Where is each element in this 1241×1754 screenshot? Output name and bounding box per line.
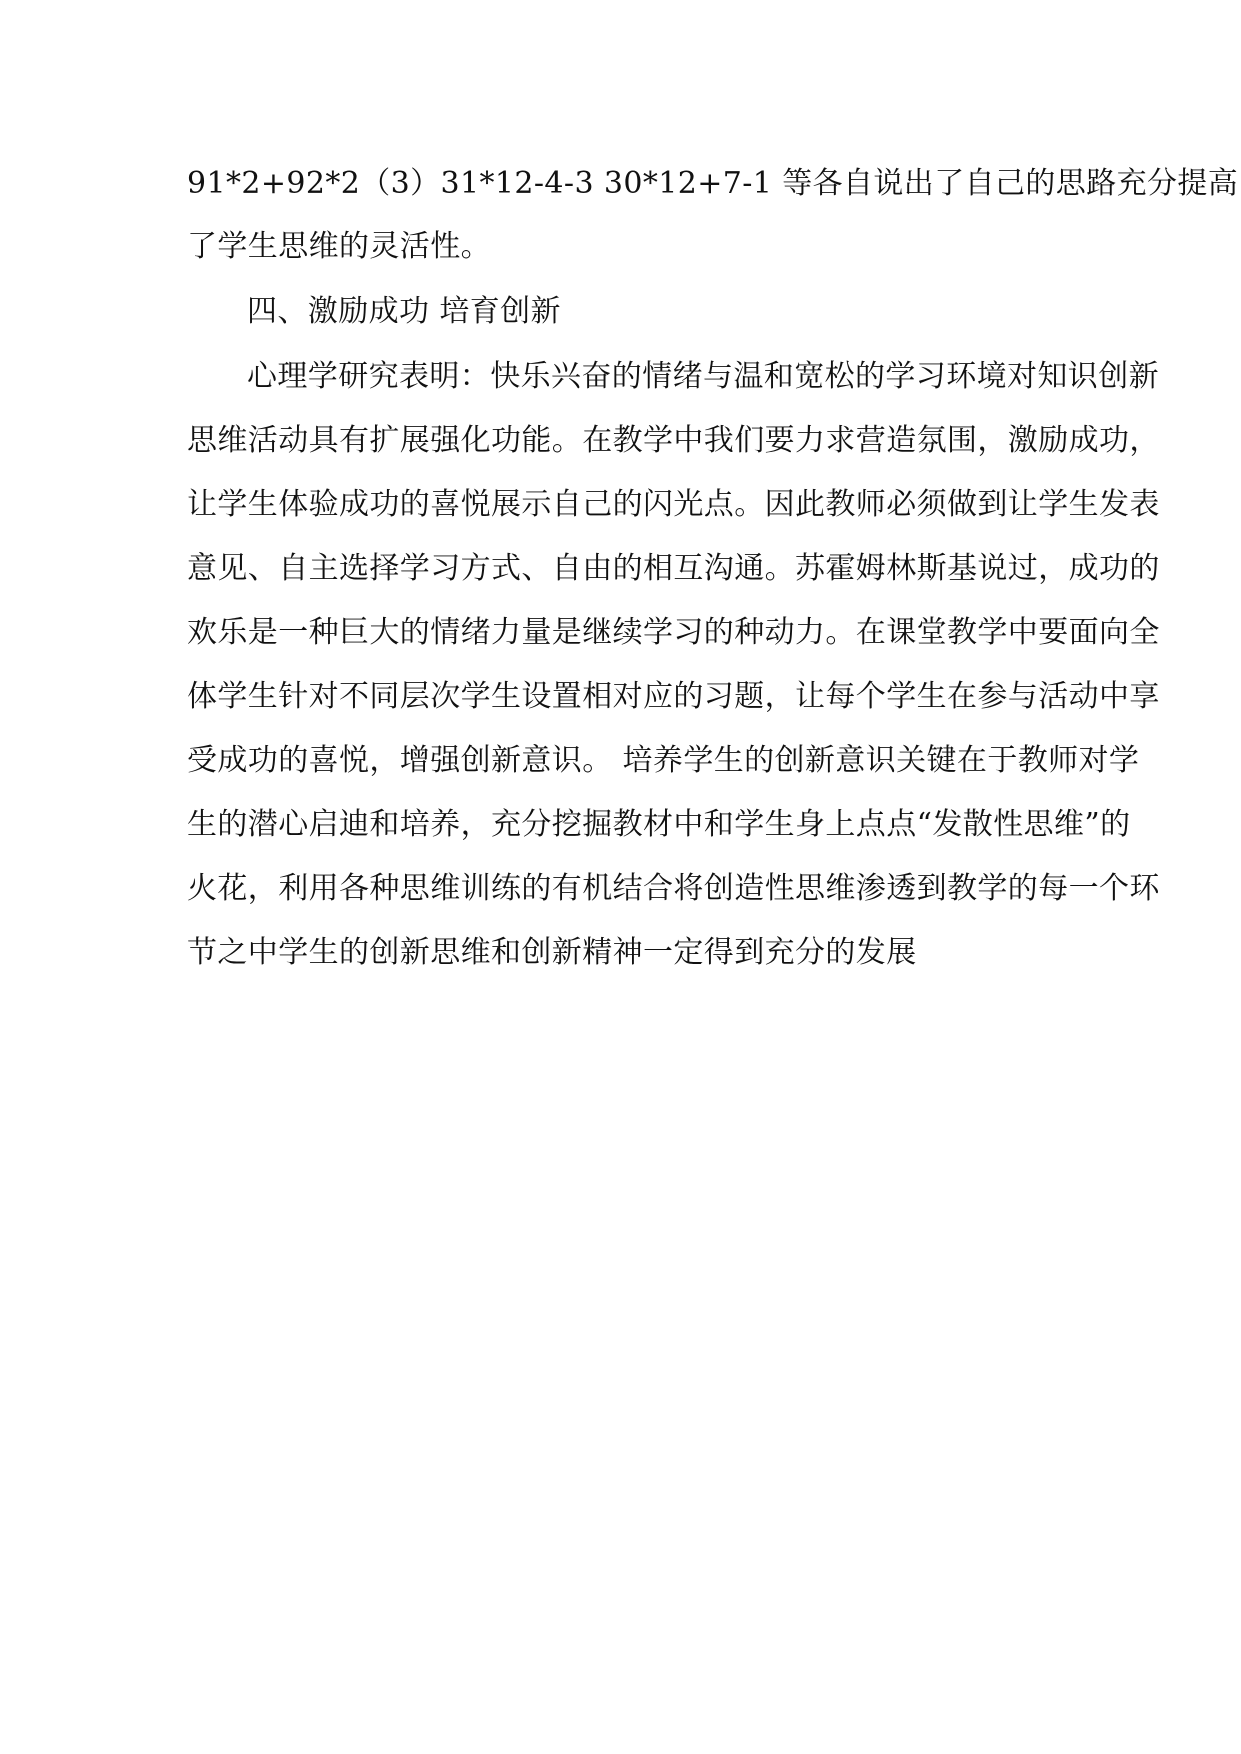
- paragraph-line: 了学生思维的灵活性。: [187, 229, 491, 264]
- paragraph-line: 让学生体验成功的喜悦展示自己的闪光点。因此教师必须做到让学生发表: [187, 487, 1160, 522]
- paragraph-line: 意见、自主选择学习方式、自由的相互沟通。苏霍姆林斯基说过，成功的: [187, 551, 1160, 586]
- paragraph-line: 91*2+92*2（3）31*12-4-3 30*12+7-1 等各自说出了自己的思路充分提高: [187, 166, 1239, 201]
- paragraph-line: 体学生针对不同层次学生设置相对应的习题，让每个学生在参与活动中享: [187, 679, 1160, 714]
- section-heading: 四、激励成功 培育创新: [247, 294, 561, 329]
- paragraph-line: 欢乐是一种巨大的情绪力量是继续学习的种动力。在课堂教学中要面向全: [187, 615, 1160, 650]
- paragraph-line: 生的潜心启迪和培养，充分挖掘教材中和学生身上点点“发散性思维”的: [187, 807, 1131, 842]
- paragraph-line: 心理学研究表明：快乐兴奋的情绪与温和宽松的学习环境对知识创新: [247, 359, 1159, 394]
- paragraph-line: 节之中学生的创新思维和创新精神一定得到充分的发展: [187, 935, 917, 970]
- paragraph-line: 思维活动具有扩展强化功能。在教学中我们要力求营造氛围，激励成功，: [187, 423, 1160, 458]
- paragraph-line: 受成功的喜悦，增强创新意识。 培养学生的创新意识关键在于教师对学: [187, 743, 1140, 778]
- paragraph-line: 火花，利用各种思维训练的有机结合将创造性思维渗透到教学的每一个环: [187, 871, 1160, 906]
